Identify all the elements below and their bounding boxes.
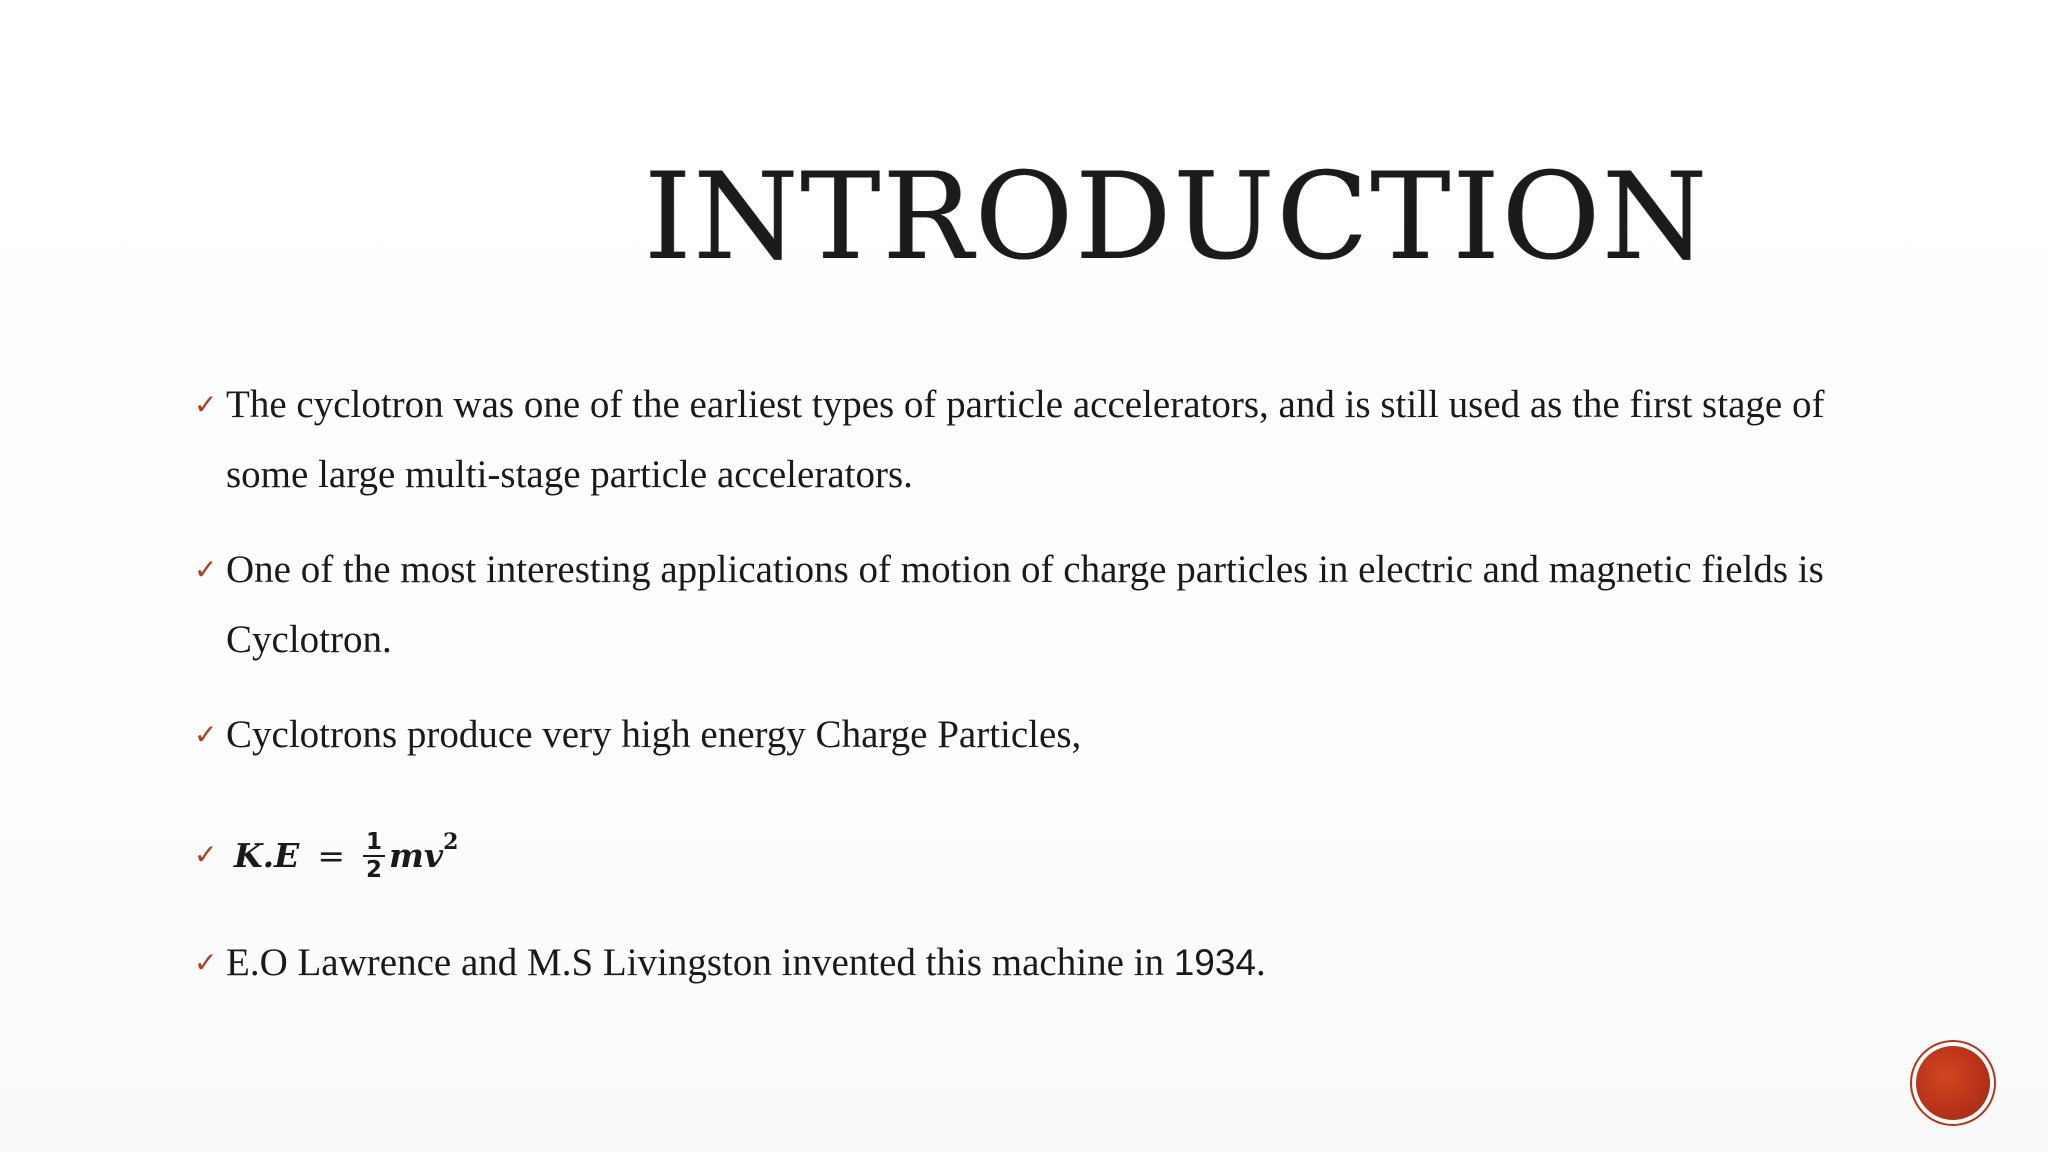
bullet-item xyxy=(192,928,1852,998)
bullet-end-punct: . xyxy=(1256,941,1266,984)
checkmark-icon: ✓ xyxy=(194,838,218,871)
bullet-text: E.O Lawrence and M.S Livingston invented this machine in xyxy=(226,941,1174,984)
formula-exponent: 2 xyxy=(443,829,459,855)
bullet-text: One of the most interesting applications of motion of charge particles in electric and magnetic fields is Cyclotron. xyxy=(226,548,1824,661)
formula-fraction xyxy=(363,829,385,883)
formula-rhs: mv xyxy=(389,836,444,875)
formula-equals: = xyxy=(317,836,345,875)
bullet-text: Cyclotrons produce very high energy Charge Particles, xyxy=(226,713,1082,756)
formula-lhs: K.E xyxy=(234,836,300,875)
fraction-numerator: 1 xyxy=(363,829,385,857)
bullet-item xyxy=(192,370,1852,510)
checkmark-icon: ✓ xyxy=(194,388,218,421)
next-slide-button[interactable] xyxy=(1916,1046,1990,1120)
checkmark-icon: ✓ xyxy=(194,553,218,586)
year-text: 1934 xyxy=(1173,942,1257,983)
bullet-text: The cyclotron was one of the earliest types of particle accelerators, and is still used as the first stage of some large multi-stage particle accelerators. xyxy=(226,383,1825,496)
slide-title: INTRODUCTION xyxy=(644,148,1710,287)
bullet-item-formula xyxy=(192,812,1852,894)
bullet-item xyxy=(192,700,1852,770)
kinetic-energy-formula xyxy=(234,818,458,894)
checkmark-icon: ✓ xyxy=(194,946,218,979)
bullet-item xyxy=(192,535,1852,675)
fraction-denominator: 2 xyxy=(365,857,382,883)
bullet-list xyxy=(192,370,1852,998)
checkmark-icon: ✓ xyxy=(194,718,218,751)
